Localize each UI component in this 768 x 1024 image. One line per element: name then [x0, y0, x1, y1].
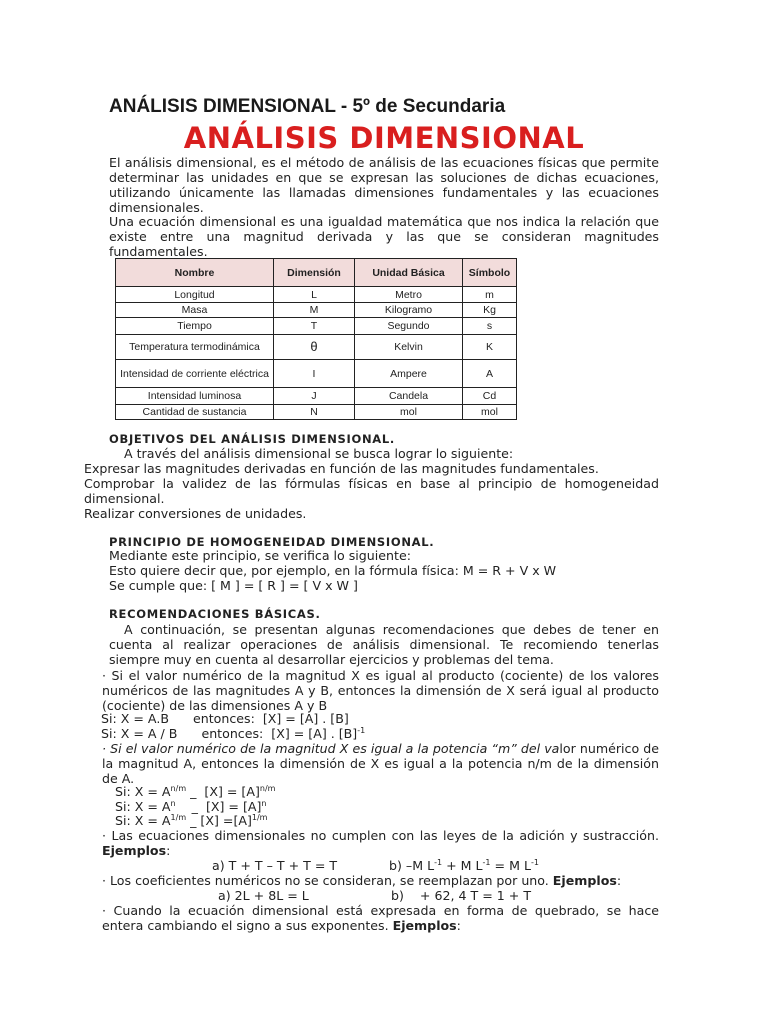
dimensions-table [115, 258, 517, 420]
table-row [116, 318, 517, 335]
rule-2-example-2: Si: $X = A^n$ _ $[X] = [A]^n$ [115, 798, 267, 814]
intro-paragraph-1: El análisis dimensional, es el método de análisis de las ecuaciones físicas que permite determinar las unidades en que se expresan las soluciones de dichas ecuaciones, utilizando únicamente las llamadas dimensiones fundamentales y las ecuaciones dimensionales. [109, 155, 659, 215]
table-cell: T [274, 318, 355, 335]
table-cell: A [463, 360, 517, 388]
table-cell: Cd [463, 388, 517, 405]
principio-line-3: Se cumple que: [ M ] = [ R ] = [ V x W ] [109, 578, 358, 593]
rule-1-example-1: Si: X = A.B entonces: [X] = [A] . [B] [101, 711, 349, 726]
rule-3-text: · Las ecuaciones dimensionales no cumplen con las leyes de la adición y sustracción. Ejemplos: [102, 828, 659, 858]
table-cell: N [274, 405, 355, 420]
principio-line-1: Mediante este principio, se verifica lo siguiente: [109, 548, 411, 563]
recomendaciones-heading: RECOMENDACIONES BÁSICAS. [109, 607, 321, 621]
objetivos-item-3: Realizar conversiones de unidades. [84, 506, 307, 521]
rule-3-example-b: b) –M $L^{-1} + M$ $L^{-1} = M$ $L^{-1}$ [389, 857, 539, 873]
table-row [116, 360, 517, 388]
rule-1-text: · Si el valor numérico de la magnitud X es igual al producto (cociente) de los valores numéricos de las magnitudes A y B, entonces la dimensión de X será igual al producto (cociente) de las dimensiones A y B [102, 668, 659, 713]
table-cell: s [463, 318, 517, 335]
recomendaciones-intro: A continuación, se presentan algunas recomendaciones que debes de tener en cuenta al realizar operaciones de análisis dimensional. Te recomiendo tenerlas siempre muy en cuenta al desarrollar ejercicios y problemas del tema. [109, 622, 659, 667]
table-cell: Cantidad de sustancia [116, 405, 274, 420]
table-cell: K [463, 335, 517, 360]
table-header-cell: Dimensión [274, 259, 355, 287]
table-row [116, 388, 517, 405]
principio-line-2: Esto quiere decir que, por ejemplo, en la fórmula física: M = R + V x W [109, 563, 557, 578]
table-header-row [116, 259, 517, 287]
table-cell: Segundo [355, 318, 463, 335]
table-cell: Temperatura termodinámica [116, 335, 274, 360]
rule-4-example-a: a) 2L + 8L = L [218, 888, 309, 903]
table-cell: Longitud [116, 287, 274, 303]
table-cell: Kilogramo [355, 303, 463, 318]
table-header-cell: Símbolo [463, 259, 517, 287]
page-header: ANÁLISIS DIMENSIONAL - 5º de Secundaria [109, 96, 506, 117]
table-cell: I [274, 360, 355, 388]
table-row [116, 303, 517, 318]
table-cell: θ [274, 335, 355, 360]
table-cell: Intensidad luminosa [116, 388, 274, 405]
rule-3-example-a: a) T + T – T + T = T [212, 858, 338, 873]
table-cell: L [274, 287, 355, 303]
intro-paragraph-2: Una ecuación dimensional es una igualdad matemática que nos indica la relación que existe entre una magnitud derivada y las que se consideran magnitudes fundamentales. [109, 214, 659, 259]
rule-2-example-3: Si: $X = A^{1/m}$ _ $[X] =[A]^{1/m}$ [115, 812, 268, 828]
table-cell: mol [355, 405, 463, 420]
table-cell: Masa [116, 303, 274, 318]
table-cell: Candela [355, 388, 463, 405]
objetivos-heading: OBJETIVOS DEL ANÁLISIS DIMENSIONAL. [109, 432, 395, 446]
main-title: ANÁLISIS DIMENSIONAL [183, 121, 585, 155]
table-cell: Tiempo [116, 318, 274, 335]
table-cell: Ampere [355, 360, 463, 388]
rule-4-example-b: b) + 62, 4 T = 1 + T [391, 888, 532, 903]
rule-5-text: · Cuando la ecuación dimensional está expresada en forma de quebrado, se hace entera cambiando el signo a sus exponentes. Ejemplos: [102, 903, 659, 933]
rule-4-text: · Los coeficientes numéricos no se consideran, se reemplazan por uno. Ejemplos: [102, 873, 622, 888]
table-header-cell: Nombre [116, 259, 274, 287]
table-cell: J [274, 388, 355, 405]
objetivos-item-1: Expresar las magnitudes derivadas en función de las magnitudes fundamentales. [84, 461, 599, 476]
table-cell: m [463, 287, 517, 303]
table-cell: Kg [463, 303, 517, 318]
table-cell: Kelvin [355, 335, 463, 360]
table-header-cell: Unidad Básica [355, 259, 463, 287]
principio-heading: PRINCIPIO DE HOMOGENEIDAD DIMENSIONAL. [109, 535, 435, 549]
table-cell: mol [463, 405, 517, 420]
rule-1-example-2: Si: X = A / B entonces: [X] = [A] . $[B]^{-1}$ [101, 725, 366, 741]
table-cell: Metro [355, 287, 463, 303]
objetivos-intro: A través del análisis dimensional se busca lograr lo siguiente: [124, 446, 514, 461]
rule-2-example-1: Si: $X = A^{n/m}$ _ $[X] = [A]^{n/m}$ [115, 783, 276, 799]
objetivos-item-2: Comprobar la validez de las fórmulas físicas en base al principio de homogeneidad dimensional. [84, 476, 659, 506]
table-row [116, 405, 517, 420]
table-row [116, 335, 517, 360]
table-cell: M [274, 303, 355, 318]
table-row [116, 287, 517, 303]
table-cell: Intensidad de corriente eléctrica [116, 360, 274, 388]
rule-2-text: · Si el valor numérico de la magnitud X es igual a la potencia “m” del valor numérico de la magnitud A, entonces la dimensión de X es igual a la potencia n/m de la dimensión de A. [102, 741, 659, 786]
